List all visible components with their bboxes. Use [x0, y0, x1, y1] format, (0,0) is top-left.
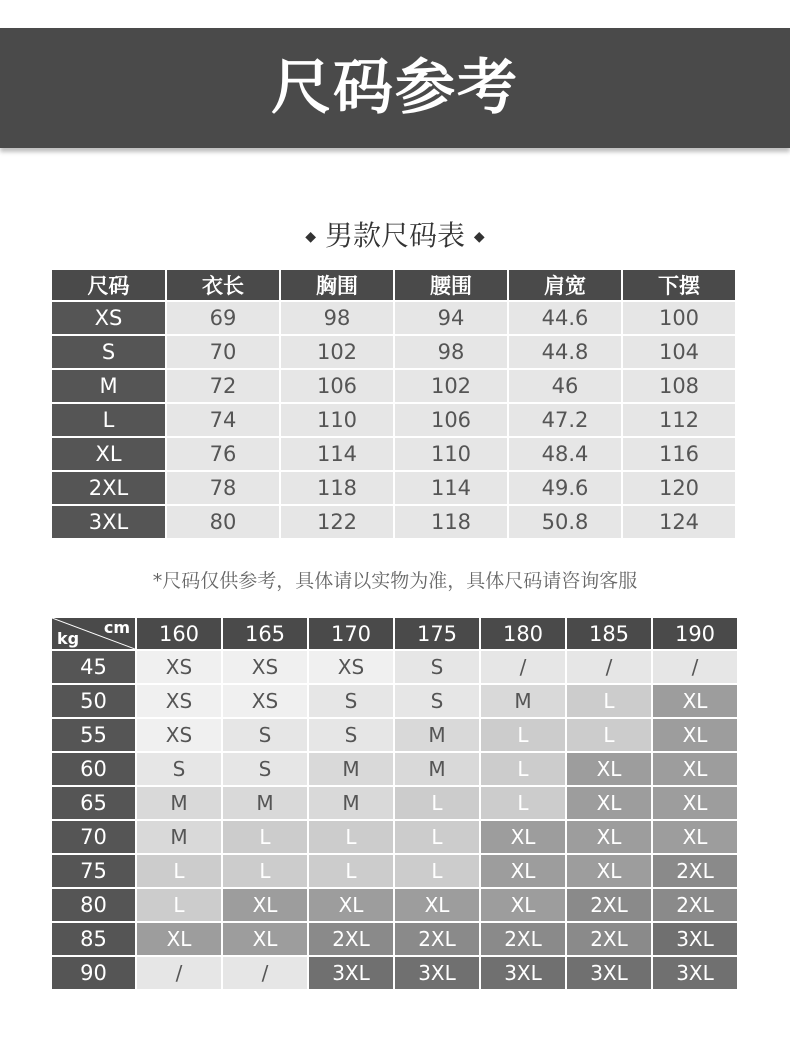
recommended-size-cell: XL	[137, 923, 221, 955]
size-label-cell: XL	[52, 438, 165, 470]
recommended-size-cell: S	[309, 719, 393, 751]
weight-label-cell: 85	[52, 923, 135, 955]
table-row	[52, 787, 737, 819]
size-label-cell: L	[52, 404, 165, 436]
height-unit-label: cm	[103, 618, 130, 637]
recommended-size-cell: L	[567, 719, 651, 751]
height-header-cell: 180	[481, 618, 565, 649]
table-row	[52, 923, 737, 955]
recommended-size-cell: /	[137, 957, 221, 989]
measurement-cell: 118	[395, 506, 507, 538]
section-title	[0, 213, 790, 259]
recommended-size-cell: M	[309, 753, 393, 785]
recommended-size-cell: XL	[223, 923, 307, 955]
recommended-size-cell: L	[481, 787, 565, 819]
recommended-size-cell: /	[567, 651, 651, 683]
table-row	[52, 336, 735, 368]
recommended-size-cell: XL	[653, 787, 737, 819]
recommended-size-cell: L	[309, 821, 393, 853]
recommended-size-cell: XL	[309, 889, 393, 921]
recommended-size-cell: /	[481, 651, 565, 683]
fit-table-body	[52, 651, 737, 989]
measurement-cell: 69	[167, 302, 279, 334]
recommended-size-cell: S	[223, 753, 307, 785]
measurement-cell: 72	[167, 370, 279, 402]
weight-label-cell: 70	[52, 821, 135, 853]
measurement-cell: 110	[281, 404, 393, 436]
recommended-size-cell: 2XL	[481, 923, 565, 955]
recommended-size-cell: XS	[309, 651, 393, 683]
measurement-cell: 49.6	[509, 472, 621, 504]
title-banner	[0, 28, 790, 148]
height-header-cell: 175	[395, 618, 479, 649]
diamond-icon: ◆	[473, 229, 485, 245]
table-row	[52, 719, 737, 751]
measurement-cell: 114	[281, 438, 393, 470]
size-table-header-row	[52, 270, 735, 300]
size-label-cell: XS	[52, 302, 165, 334]
recommended-size-cell: XL	[481, 821, 565, 853]
recommended-size-cell: 2XL	[567, 923, 651, 955]
recommended-size-cell: XL	[223, 889, 307, 921]
weight-label-cell: 50	[52, 685, 135, 717]
measurement-cell: 47.2	[509, 404, 621, 436]
recommended-size-cell: L	[223, 855, 307, 887]
size-label-cell: S	[52, 336, 165, 368]
measurement-cell: 124	[623, 506, 735, 538]
table-row	[52, 472, 735, 504]
recommended-size-cell: S	[223, 719, 307, 751]
recommended-size-cell: XL	[653, 685, 737, 717]
recommended-size-cell: XL	[653, 821, 737, 853]
measurement-cell: 94	[395, 302, 507, 334]
measurement-cell: 118	[281, 472, 393, 504]
page-title: 尺码参考	[271, 53, 519, 123]
header-cell: 下摆	[623, 270, 735, 300]
size-table	[50, 268, 737, 540]
measurement-cell: 74	[167, 404, 279, 436]
header-cell: 腰围	[395, 270, 507, 300]
table-row	[52, 651, 737, 683]
recommended-size-cell: 3XL	[653, 957, 737, 989]
measurement-cell: 106	[395, 404, 507, 436]
recommended-size-cell: L	[137, 889, 221, 921]
weight-label-cell: 55	[52, 719, 135, 751]
weight-label-cell: 90	[52, 957, 135, 989]
measurement-cell: 116	[623, 438, 735, 470]
header-cell: 胸围	[281, 270, 393, 300]
measurement-cell: 108	[623, 370, 735, 402]
height-header-cell: 170	[309, 618, 393, 649]
height-header-cell: 190	[653, 618, 737, 649]
recommended-size-cell: S	[137, 753, 221, 785]
recommended-size-cell: /	[653, 651, 737, 683]
recommended-size-cell: L	[309, 855, 393, 887]
recommended-size-cell: XL	[653, 719, 737, 751]
recommended-size-cell: 3XL	[395, 957, 479, 989]
header-cell: 肩宽	[509, 270, 621, 300]
recommended-size-cell: 2XL	[653, 889, 737, 921]
weight-label-cell: 80	[52, 889, 135, 921]
weight-label-cell: 45	[52, 651, 135, 683]
section-title-text: 男款尺码表	[324, 219, 465, 252]
table-row	[52, 821, 737, 853]
recommended-size-cell: XL	[567, 821, 651, 853]
table-row	[52, 438, 735, 470]
table-row	[52, 506, 735, 538]
recommended-size-cell: L	[395, 787, 479, 819]
table-row	[52, 753, 737, 785]
recommended-size-cell: XL	[481, 889, 565, 921]
fit-table	[50, 616, 739, 991]
measurement-cell: 106	[281, 370, 393, 402]
recommended-size-cell: XS	[223, 651, 307, 683]
recommended-size-cell: XS	[137, 651, 221, 683]
recommended-size-cell: XL	[395, 889, 479, 921]
size-label-cell: 3XL	[52, 506, 165, 538]
recommended-size-cell: M	[395, 753, 479, 785]
table-row	[52, 855, 737, 887]
table-row	[52, 957, 737, 989]
recommended-size-cell: XL	[567, 787, 651, 819]
recommended-size-cell: M	[309, 787, 393, 819]
measurement-cell: 78	[167, 472, 279, 504]
size-note: *尺码仅供参考，具体请以实物为准，具体尺码请咨询客服	[152, 570, 638, 592]
recommended-size-cell: 3XL	[567, 957, 651, 989]
measurement-cell: 102	[281, 336, 393, 368]
measurement-cell: 46	[509, 370, 621, 402]
measurement-cell: 104	[623, 336, 735, 368]
measurement-cell: 44.8	[509, 336, 621, 368]
recommended-size-cell: M	[395, 719, 479, 751]
measurement-cell: 100	[623, 302, 735, 334]
diamond-icon: ◆	[305, 229, 317, 245]
recommended-size-cell: /	[223, 957, 307, 989]
table-row	[52, 404, 735, 436]
weight-label-cell: 75	[52, 855, 135, 887]
measurement-cell: 120	[623, 472, 735, 504]
recommended-size-cell: XS	[137, 719, 221, 751]
recommended-size-cell: 3XL	[309, 957, 393, 989]
measurement-cell: 48.4	[509, 438, 621, 470]
recommended-size-cell: L	[395, 855, 479, 887]
size-label-cell: 2XL	[52, 472, 165, 504]
recommended-size-cell: 3XL	[481, 957, 565, 989]
measurement-cell: 102	[395, 370, 507, 402]
recommended-size-cell: L	[395, 821, 479, 853]
recommended-size-cell: 2XL	[653, 855, 737, 887]
recommended-size-cell: XS	[137, 685, 221, 717]
table-row	[52, 889, 737, 921]
recommended-size-cell: S	[395, 685, 479, 717]
measurement-cell: 44.6	[509, 302, 621, 334]
recommended-size-cell: 2XL	[395, 923, 479, 955]
table-row	[52, 302, 735, 334]
recommended-size-cell: M	[137, 821, 221, 853]
recommended-size-cell: XL	[567, 753, 651, 785]
recommended-size-cell: XL	[567, 855, 651, 887]
recommended-size-cell: XS	[223, 685, 307, 717]
recommended-size-cell: L	[223, 821, 307, 853]
recommended-size-cell: M	[137, 787, 221, 819]
recommended-size-cell: S	[309, 685, 393, 717]
recommended-size-cell: XL	[481, 855, 565, 887]
height-header-cell: 160	[137, 618, 221, 649]
measurement-cell: 110	[395, 438, 507, 470]
recommended-size-cell: L	[137, 855, 221, 887]
recommended-size-cell: L	[481, 753, 565, 785]
header-cell: 尺码	[52, 270, 165, 300]
measurement-cell: 76	[167, 438, 279, 470]
table-row	[52, 370, 735, 402]
height-header-cell: 165	[223, 618, 307, 649]
recommended-size-cell: L	[481, 719, 565, 751]
corner-cell	[52, 618, 135, 649]
recommended-size-cell: 2XL	[567, 889, 651, 921]
recommended-size-cell: 3XL	[653, 923, 737, 955]
weight-unit-label: kg	[57, 629, 80, 648]
recommended-size-cell: S	[395, 651, 479, 683]
recommended-size-cell: M	[223, 787, 307, 819]
measurement-cell: 122	[281, 506, 393, 538]
measurement-cell: 114	[395, 472, 507, 504]
measurement-cell: 50.8	[509, 506, 621, 538]
recommended-size-cell: XL	[653, 753, 737, 785]
weight-label-cell: 65	[52, 787, 135, 819]
header-cell: 衣长	[167, 270, 279, 300]
recommended-size-cell: 2XL	[309, 923, 393, 955]
measurement-cell: 98	[281, 302, 393, 334]
size-label-cell: M	[52, 370, 165, 402]
measurement-cell: 98	[395, 336, 507, 368]
fit-table-header-row	[52, 618, 737, 649]
size-table-body	[52, 302, 735, 538]
weight-label-cell: 60	[52, 753, 135, 785]
measurement-cell: 70	[167, 336, 279, 368]
measurement-cell: 80	[167, 506, 279, 538]
recommended-size-cell: M	[481, 685, 565, 717]
measurement-cell: 112	[623, 404, 735, 436]
height-header-cell: 185	[567, 618, 651, 649]
table-row	[52, 685, 737, 717]
recommended-size-cell: L	[567, 685, 651, 717]
